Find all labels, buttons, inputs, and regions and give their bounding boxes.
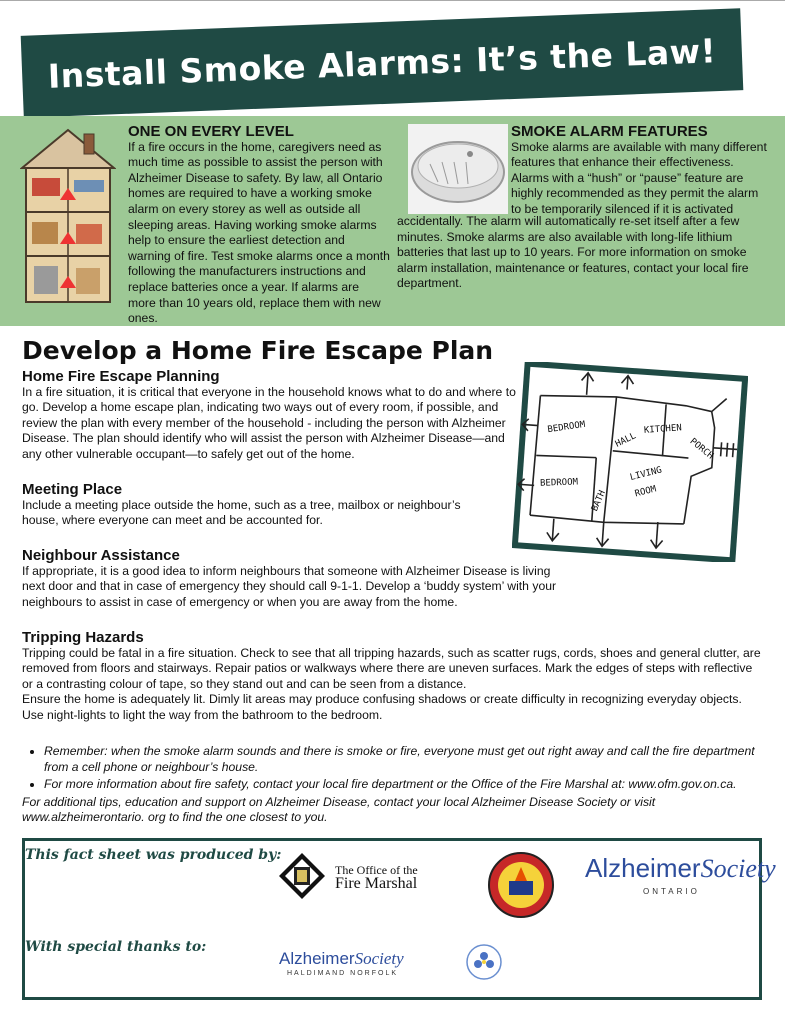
neighbour-assistance-text: If appropriate, it is a good idea to inform neighbours that someone with Alzheimer Disease is living next door and that in case of emergency they should call 9-1-1. Develop a ‘buddy system’ with your neighbours to assist in case of emergency or when you are away from the home. [22, 563, 557, 609]
plan-label-bedroom1: BEDROOM [546, 419, 586, 436]
fire-marshal-line2: Fire Marshal [335, 875, 418, 892]
house-cutaway-image [20, 128, 116, 306]
escape-planning-section [22, 369, 522, 463]
meeting-place-heading: Meeting Place [22, 481, 123, 498]
neighbour-assistance-heading: Neighbour Assistance [22, 547, 180, 564]
tripping-hazards-heading: Tripping Hazards [22, 629, 144, 646]
escape-plan-title: Develop a Home Fire Escape Plan [22, 336, 494, 365]
alzheimer-society-ontario-logo [585, 853, 776, 884]
alzheimer-region-ontario: ONTARIO [643, 887, 700, 896]
plan-label-bath: BATH [590, 489, 609, 514]
fire-safety-badge-icon [487, 851, 555, 919]
alzheimer-region-hn: HALDIMAND NORFOLK [287, 970, 399, 977]
top-rule [0, 0, 785, 1]
thanks-label: With special thanks to: [25, 939, 207, 955]
tripping-hazards-section [22, 630, 762, 724]
alzheimer-society-word: Society [700, 854, 776, 883]
one-every-level-text: If a fire occurs in the home, caregivers need as much time as possible to assist the person with Alzheimer Disease to safety. By law, all Ontario homes are required to have a working smoke alarm on every storey as well as outside all sleeping areas. Having working smoke alarms help to ensure the earliest detection and warning of fire. Test smoke alarms once a month following the manufacturers instructions and replace batteries once a year. If alarms are more than 10 years old, replace them with new ones. [128, 139, 390, 326]
notes-section [22, 744, 762, 826]
alzheimer-hn-name: Alzheimer [279, 949, 355, 968]
credits-box [22, 838, 776, 1000]
tripping-hazards-text-2: Ensure the home is adequately lit. Dimly lit areas may produce confusing shadows or create difficulty in recognizing everyday objects. Use night-lights to light the way from the bathroom to the bedroom. [22, 692, 742, 722]
alarm-features-text-bottom: accidentally. The alarm will automatically re-set itself after a few minutes. Smoke alarms are also available with long-life lithium batteries that last up to 10 years. For more information on smoke alarm installation, maintenance or features, contact your local fire department. [397, 214, 749, 291]
neighbour-assistance-section [22, 548, 572, 610]
plan-label-kitchen: KITCHEN [643, 423, 683, 436]
tripping-hazards-text-1: Tripping could be fatal in a fire situation. Check to see that all tripping hazards, such as scatter rugs, cords, shoes and general clutter, are removed from floors and stairways. Repair patios or walkways where there are uneven surfaces. Mark the edges of steps with reflective or a contrasting colour of tape, so they stand out and can be seen from a distance. [22, 645, 761, 691]
escape-planning-text: In a fire situation, it is critical that everyone in the household knows what to do and where to go. Develop a home escape plan, indicating two ways out of every room, if possible, and review the plan with every member of the household - including the person with Alzheimer Disease. The plan should identify who will assist the person with Alzheimer Disease—and any other vulnerable occupant—to safely get out of the home. [22, 384, 516, 461]
fire-marshal-line1: The Office of the [335, 863, 418, 877]
alarm-features-heading: SMOKE ALARM FEATURES [511, 123, 708, 140]
one-every-level-heading: ONE ON EVERY LEVEL [128, 123, 294, 140]
one-every-level-section [128, 124, 390, 327]
smoke-alarm-image [408, 124, 508, 214]
forget-me-not-seal-icon [465, 943, 503, 981]
title-banner [21, 8, 744, 118]
produced-by-label: This fact sheet was produced by: [25, 847, 282, 863]
escape-planning-heading: Home Fire Escape Planning [22, 368, 220, 385]
alarm-features-text-top: Smoke alarms are available with many different features that enhance their effectiveness. Alarms with a “hush” or “pause” feature are highly recommended as they permit the alarm to be temporarily silenced if it is activated [511, 139, 767, 216]
fire-marshal-crest-icon [277, 851, 327, 901]
note-closing: For additional tips, education and support on Alzheimer Disease, contact your local Alzheimer Disease Society or visit www.alzheimerontario. org to find the one closest to you. [22, 794, 656, 825]
escape-plan-sketch [512, 362, 748, 562]
meeting-place-section [22, 482, 492, 529]
alzheimer-name: Alzheimer [585, 853, 701, 883]
alzheimer-hn-society-word: Society [354, 949, 404, 968]
plan-label-bedroom2: BEDROOM [539, 477, 579, 489]
plan-label-hall: HALL [613, 431, 638, 450]
fire-marshal-logo-text [335, 863, 418, 891]
page-title: Install Smoke Alarms: It’s the Law! [47, 30, 717, 96]
alarm-features-section [511, 124, 771, 218]
note-more-info: • For more information about fire safety, contact your local fire department or the Office of the Fire Marshal at: www.ofm.gov.on.ca. [44, 777, 762, 793]
meeting-place-text: Include a meeting place outside the home, such as a tree, mailbox or neighbour’s house, where everyone can meet and be accounted for. [22, 497, 461, 528]
alzheimer-society-hn-logo [279, 949, 404, 969]
plan-label-porch: PORCH [687, 436, 715, 462]
plan-label-living: LIVING [629, 465, 664, 484]
notes-list [22, 744, 762, 793]
note-smoke-alarm-sounds: • Remember: when the smoke alarm sounds and there is smoke or fire, everyone must get out right away and call the fire department from a cell phone or neighbour’s house. [44, 744, 762, 775]
plan-label-room: ROOM [633, 484, 658, 500]
